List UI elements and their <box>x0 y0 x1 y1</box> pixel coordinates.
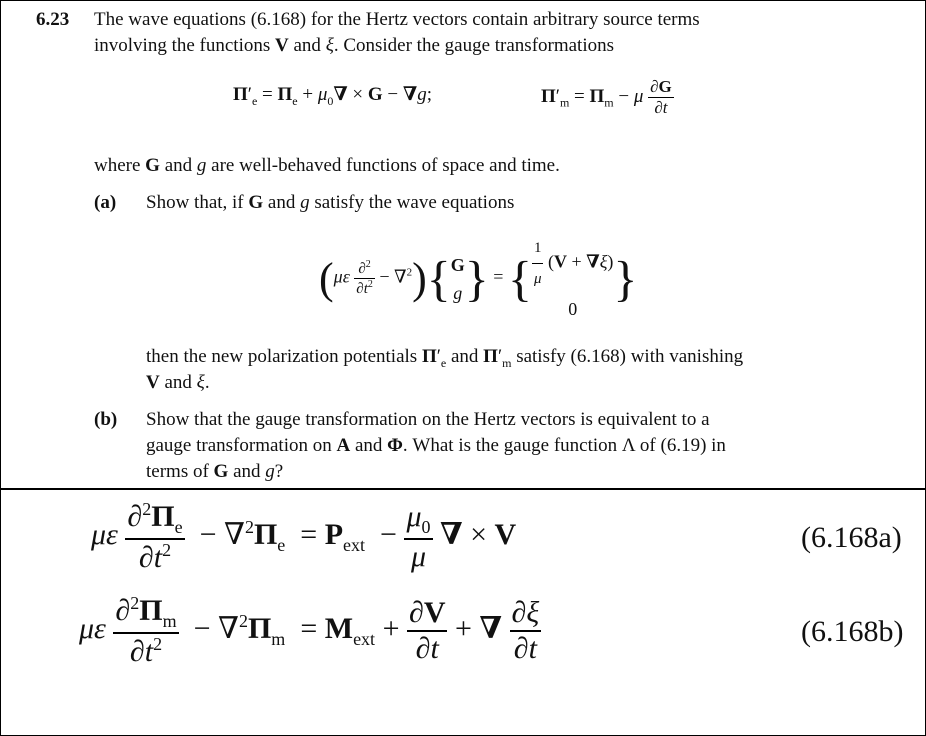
part-b-label: (b) <box>94 409 118 430</box>
where-line: where G and g are well-behaved functions of space and time. <box>94 155 560 176</box>
gauge-equation-e: $\Pi'_e = \Pi_e + \mu_0\nabla \times G - \nabla g$; <box>233 84 432 108</box>
problem-number: 6.23 <box>36 9 70 30</box>
equation-6-168a-label: (6.168a) <box>801 521 902 554</box>
part-a-wave-equation: (με $\frac{\partial^2}{\partial t^2}$ − ∇$^2$){G g} = { $\frac{1}{\mu}$ (V + ∇ξ) 0} <box>319 233 637 325</box>
part-b-line-2: gauge transformation on A and Φ. What is the gauge function Λ of (6.19) in <box>146 435 726 456</box>
equation-6-168b-label: (6.168b) <box>801 615 904 648</box>
part-a-after-line-1: then the new polarization potentials $\Pi'_e$ and $\Pi'_m$ satisfy (6.168) with vanishing <box>146 346 744 370</box>
part-a-text: Show that, if G and g satisfy the wave equations <box>146 192 515 213</box>
intro-line-2: involving the functions V and ξ. Consider the gauge transformations <box>94 35 615 56</box>
part-a-after-line-2: V and ξ. <box>146 372 210 393</box>
gauge-equation-m: $\Pi'_m = \Pi_m - \mu$ $\frac{\partial G}{\partial t}$ <box>541 77 672 117</box>
section-divider <box>1 488 925 490</box>
intro-line-1: The wave equations (6.168) for the Hertz vectors contain arbitrary source terms <box>94 9 700 30</box>
equation-6-168a: με $\frac{\partial^2\Pi_e}{\partial t^2}$ − $\nabla^2\Pi_e = P_{ext}$ − $\frac{\mu_0}{\mu}$ ∇ × V <box>91 499 517 574</box>
equation-6-168b: με $\frac{\partial^2\Pi_m}{\partial t^2}$ − $\nabla^2\Pi_m = M_{ext}$ + $\frac{\partial V}{\partial t}$ + ∇ $\frac{\partial\xi}{\partial t}$ <box>79 593 540 668</box>
part-b-line-3: terms of G and g? <box>146 461 284 482</box>
part-b-line-1: Show that the gauge transformation on the Hertz vectors is equivalent to a <box>146 409 710 430</box>
part-a-label: (a) <box>94 192 117 213</box>
